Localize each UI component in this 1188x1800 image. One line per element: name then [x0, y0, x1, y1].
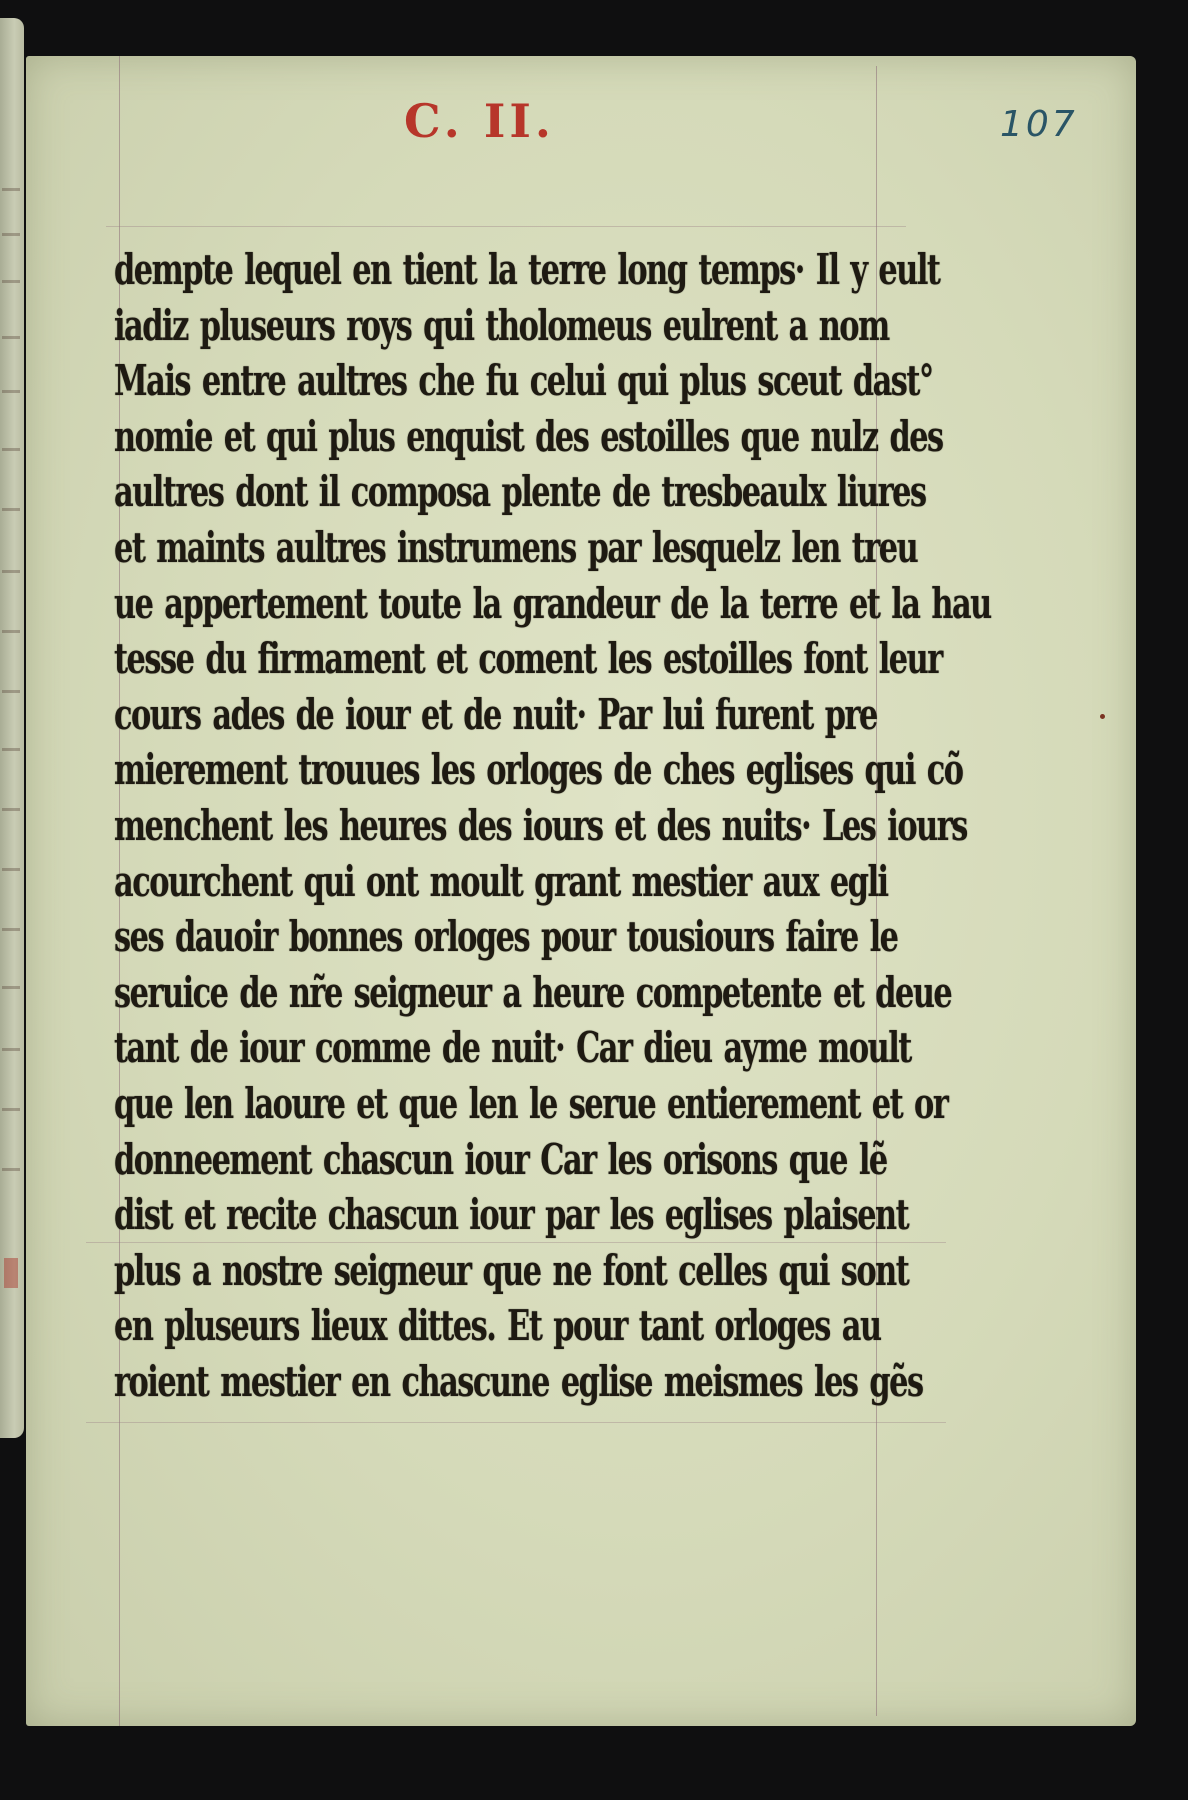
previous-page-line [2, 986, 20, 989]
running-head: C. II. [404, 94, 555, 148]
text-line: roient mestier en chascune eglise meismes les gẽs [114, 1356, 923, 1407]
folio-number: 107 [1000, 104, 1078, 145]
previous-page-line [2, 630, 20, 633]
text-line: nomie et qui plus enquist des estoilles que nulz des [114, 411, 943, 462]
text-line: acourchent qui ont moult grant mestier aux egli [114, 855, 888, 906]
previous-page-line [2, 448, 20, 451]
text-line: donneement chascun iour Car les orisons que lẽ [114, 1133, 887, 1184]
text-block [114, 242, 991, 1409]
previous-page-line [2, 1168, 20, 1171]
lower-ruling-line [86, 1422, 946, 1423]
manuscript-page [26, 56, 1136, 1726]
previous-page-line [2, 280, 20, 283]
top-ruling-line [106, 226, 906, 227]
text-line: dist et recite chascun iour par les eglises plaisent [114, 1189, 909, 1240]
text-line: cours ades de iour et de nuit· Par lui furent pre [114, 689, 877, 740]
previous-page-edge [0, 18, 24, 1438]
previous-page-line [2, 868, 20, 871]
previous-page-line [2, 508, 20, 511]
text-line: tant de iour comme de nuit· Car dieu ayme moult [114, 1022, 911, 1073]
text-line: ue appertement toute la grandeur de la terre et la hau [114, 578, 991, 628]
text-line: aultres dont il composa plente de tresbeaulx liures [114, 466, 926, 517]
previous-page-line [2, 748, 20, 751]
previous-page-line [2, 570, 20, 573]
previous-page-line [2, 808, 20, 811]
text-line: iadiz pluseurs roys qui tholomeus eulrent a nom [114, 300, 889, 350]
previous-page-line [2, 336, 20, 339]
text-line: que len laoure et que len le serue entierement et or [114, 1078, 948, 1129]
previous-page-line [2, 690, 20, 693]
text-line: menchent les heures des iours et des nuits· Les iours [114, 800, 967, 851]
previous-page-line [2, 390, 20, 393]
previous-page-line [2, 1048, 20, 1051]
text-line: ses dauoir bonnes orloges pour tousiours faire le [114, 911, 898, 962]
previous-page-line [2, 1108, 20, 1111]
previous-page-line [2, 233, 20, 236]
text-line: et maints aultres instrumens par lesquelz len treu [114, 522, 918, 573]
previous-page-line [2, 188, 20, 191]
previous-page-line [2, 928, 20, 931]
text-line: plus a nostre seigneur que ne font celles qui sont [114, 1245, 909, 1296]
text-line: tesse du firmament et coment les estoilles font leur [114, 633, 942, 684]
text-line: en pluseurs lieux dittes. Et pour tant orloges au [114, 1300, 881, 1351]
previous-page-red-initial [4, 1258, 18, 1288]
text-line: dempte lequel en tient la terre long temps· Il y eult [114, 244, 940, 295]
ink-spot [1100, 714, 1105, 719]
text-line: mierement trouues les orloges de ches eglises qui cõ [114, 744, 963, 795]
text-line: Mais entre aultres che fu celui qui plus sceut dast° [114, 355, 933, 406]
text-line: seruice de nr̃e seigneur a heure competente et deue [114, 967, 952, 1018]
